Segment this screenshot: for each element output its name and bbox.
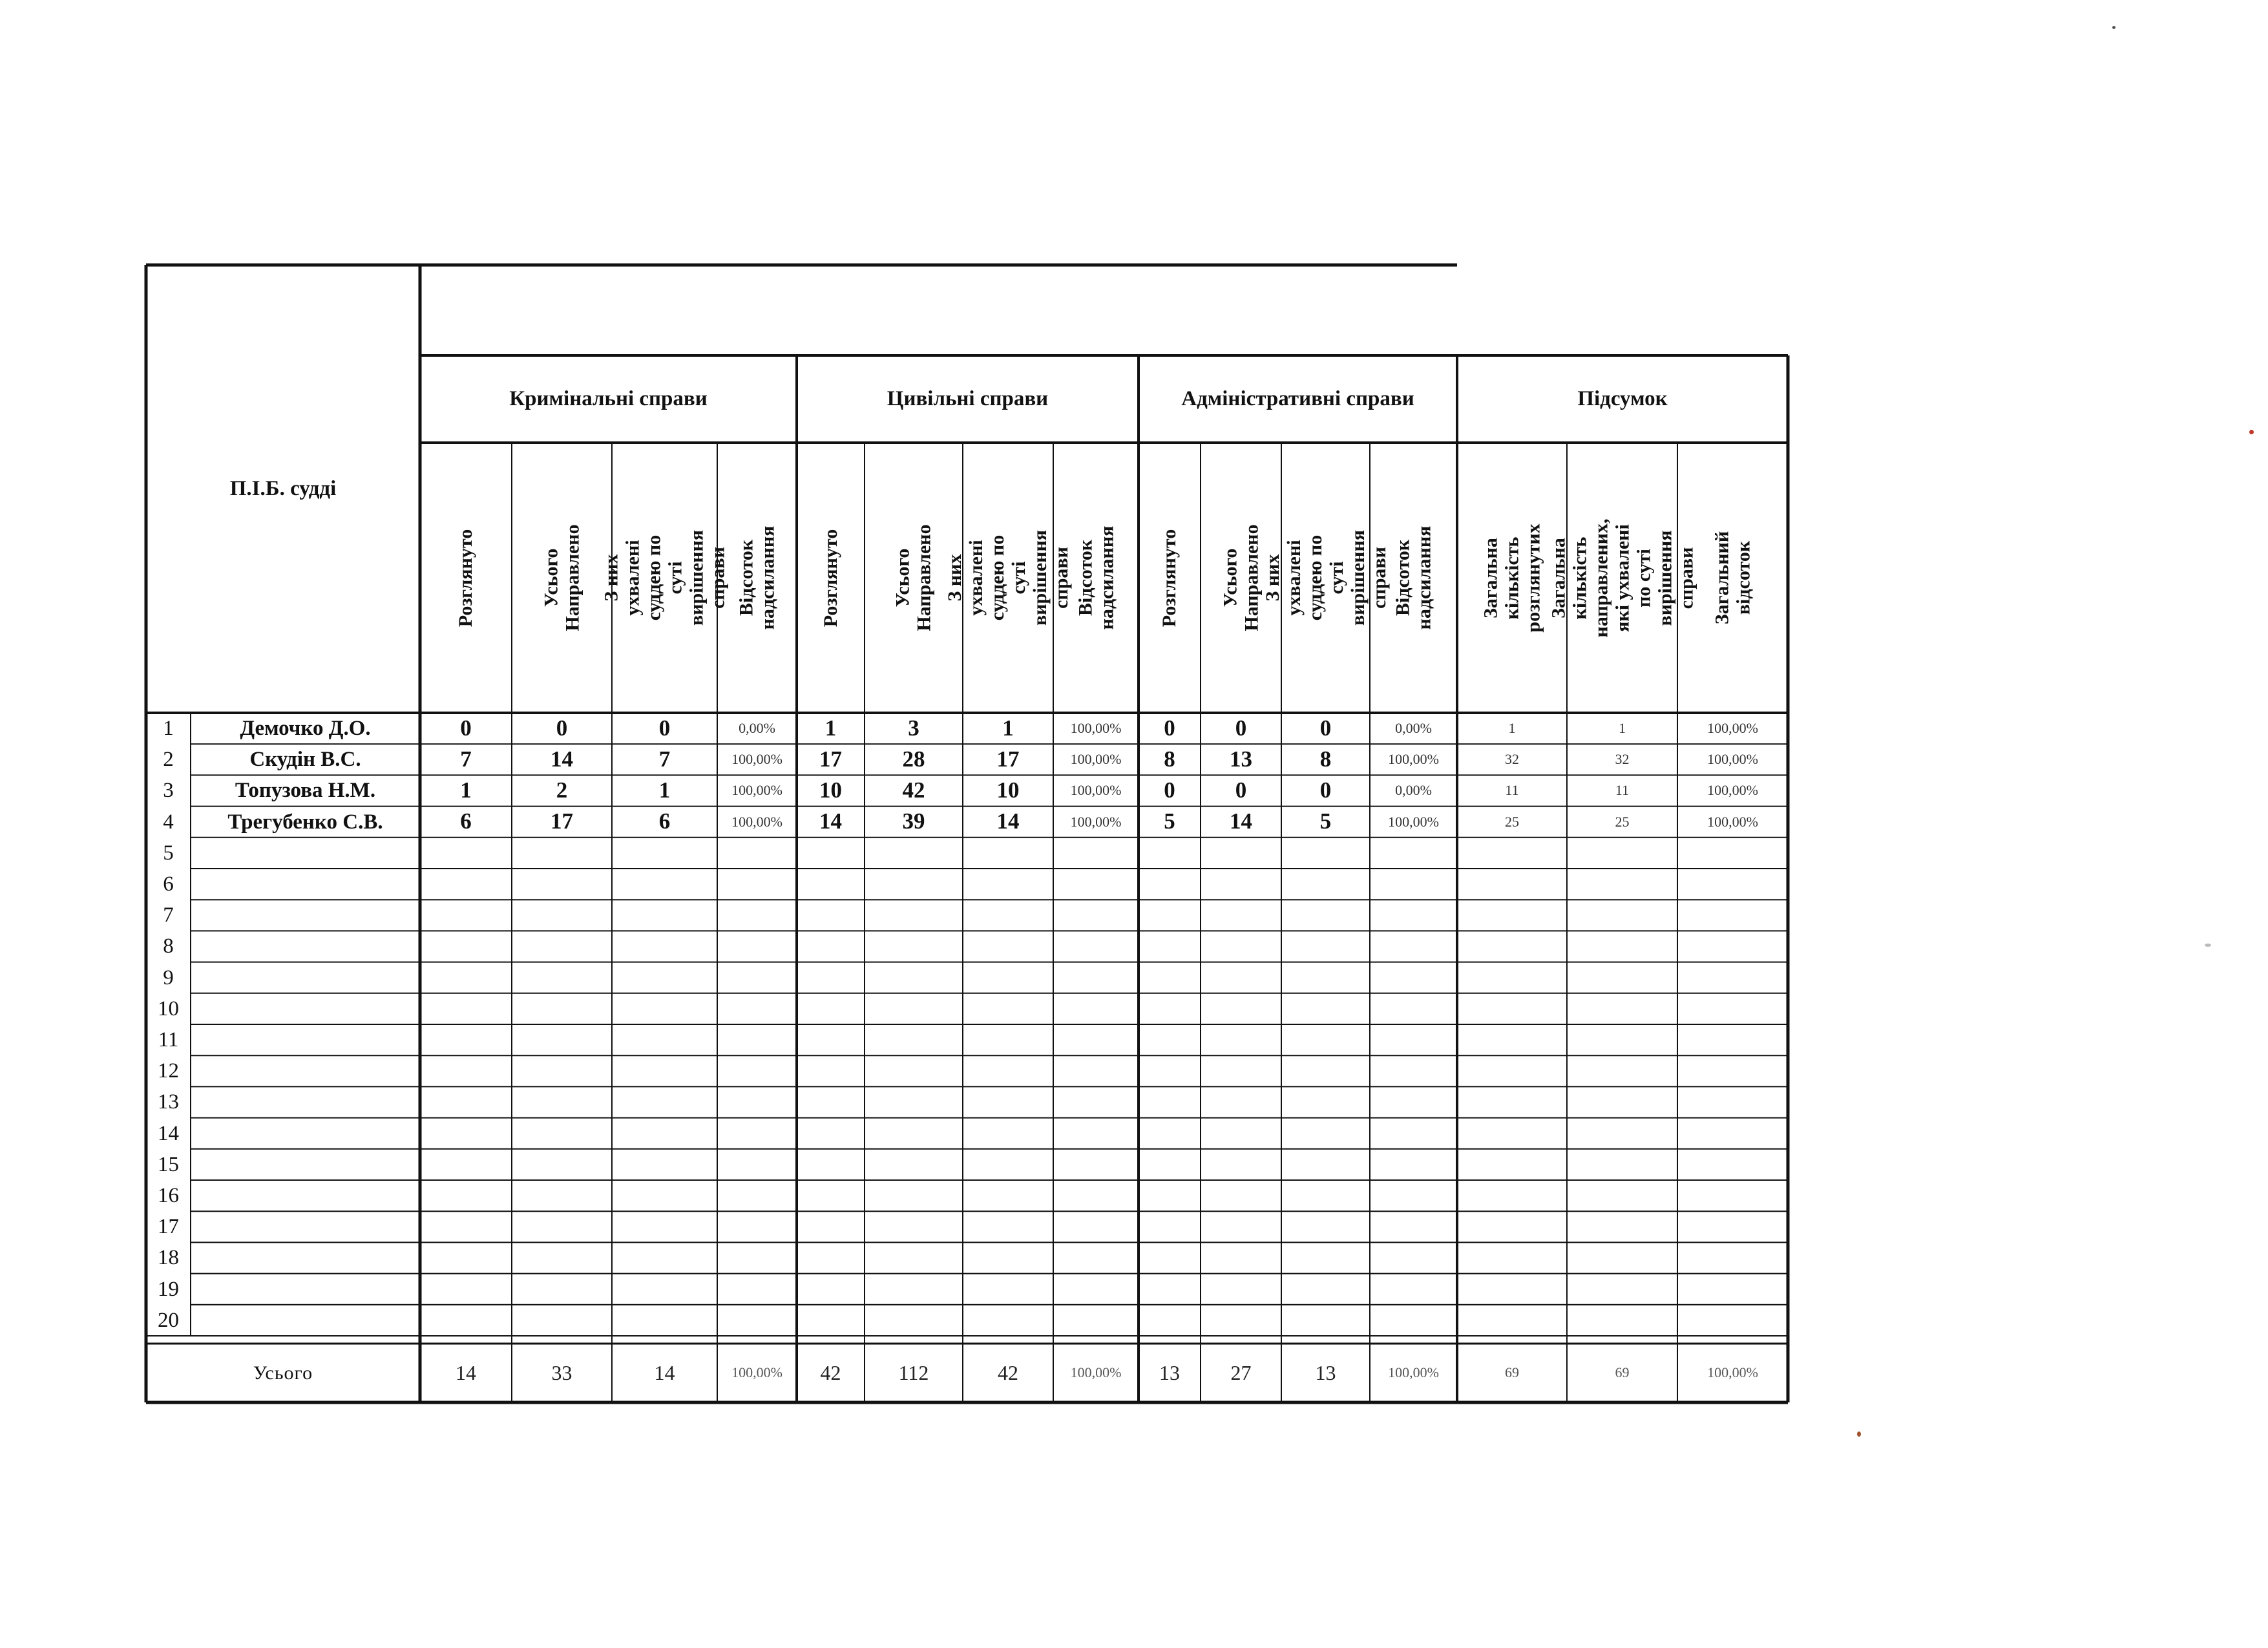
row-number: 18	[158, 1246, 179, 1270]
column-header	[1261, 443, 1390, 713]
column-header	[1548, 443, 1697, 713]
row-number: 17	[158, 1215, 179, 1239]
column-header-text: Відсоток надсилання	[735, 525, 779, 630]
scan-speck	[2205, 944, 2211, 947]
judge-name	[191, 900, 420, 931]
table-cell: 1	[658, 777, 671, 803]
scan-speck	[2249, 430, 2254, 434]
table-cell: 0	[460, 715, 472, 741]
table-cell: 14	[1230, 808, 1252, 834]
row-number: 15	[158, 1152, 179, 1176]
column-header-text: Загальний відсоток	[1711, 531, 1754, 625]
table-cell: 6	[658, 808, 671, 834]
total-cell: 100,00%	[1707, 1364, 1758, 1381]
table-cell: 100,00%	[1070, 751, 1122, 768]
scan-speck	[1857, 1431, 1861, 1437]
table-cell: 7	[460, 746, 472, 772]
column-header	[1370, 443, 1457, 713]
table-cell: 14	[551, 746, 573, 772]
table-cell: 14	[819, 808, 842, 834]
column-header-text: Розглянуто	[455, 529, 477, 627]
total-cell: 13	[1315, 1360, 1336, 1384]
row-number: 8	[163, 935, 174, 958]
column-header	[420, 443, 512, 713]
column-header	[944, 443, 1072, 713]
judge-name	[191, 1149, 420, 1180]
judge-name	[191, 1242, 420, 1273]
column-header	[1139, 443, 1201, 713]
row-number: 16	[158, 1183, 179, 1207]
column-header-text: Усього Направлено	[1219, 524, 1263, 631]
row-number: 1	[163, 716, 174, 740]
row-number: 19	[158, 1277, 179, 1301]
judge-name: Трегубенко С.В.	[227, 810, 383, 834]
table-cell: 0	[556, 715, 568, 741]
row-number: 3	[163, 779, 174, 803]
table-cell: 1	[1508, 720, 1516, 736]
table-cell: 100,00%	[1070, 813, 1122, 830]
total-cell: 42	[820, 1360, 841, 1384]
row-number: 12	[158, 1059, 179, 1083]
row-number: 9	[163, 966, 174, 989]
table-cell: 17	[551, 808, 573, 834]
judge-name	[191, 1305, 420, 1336]
table-cell: 25	[1615, 813, 1630, 830]
judge-name	[191, 1024, 420, 1055]
table-cell: 100,00%	[1707, 782, 1758, 799]
column-header-text: З них ухвалені суддею по суті вирішення справи	[944, 530, 1072, 626]
table-cell: 10	[996, 777, 1020, 803]
column-header-text: Загальна кількість розглянутих	[1480, 523, 1544, 633]
group-header: Адміністративні справи	[1181, 387, 1414, 411]
table-cell: 1	[1002, 715, 1014, 741]
total-cell: 33	[551, 1360, 572, 1384]
table-cell: 5	[1319, 808, 1332, 834]
table-cell: 0,00%	[1395, 720, 1432, 736]
table-cell: 32	[1615, 751, 1630, 768]
column-header-text: З них ухвалені суддею по суті вирішення справи	[600, 530, 729, 626]
column-header-text: Усього Направлено	[892, 524, 936, 631]
total-cell: 100,00%	[1388, 1364, 1439, 1381]
judge-name	[191, 1118, 420, 1149]
row-number: 6	[163, 872, 174, 896]
table-cell: 100,00%	[1707, 720, 1758, 736]
total-cell: 27	[1230, 1360, 1252, 1384]
table-cell: 8	[1164, 746, 1175, 772]
judge-name: Топузова Н.М.	[235, 779, 376, 803]
group-header: Кримінальні справи	[509, 387, 708, 411]
group-header: Підсумок	[1577, 387, 1668, 411]
table-cell: 17	[996, 746, 1020, 772]
row-number: 20	[158, 1308, 179, 1332]
table-cell: 28	[902, 746, 925, 772]
row-number: 10	[158, 997, 179, 1020]
column-header	[717, 443, 797, 713]
table-cell: 1	[460, 777, 472, 803]
judge-name	[191, 962, 420, 993]
judge-name: Скудін В.С.	[249, 748, 361, 772]
total-cell: 100,00%	[1070, 1364, 1122, 1381]
column-header-text: Відсоток надсилання	[1075, 525, 1117, 630]
table-cell: 0	[1235, 777, 1247, 803]
table-cell: 100,00%	[1388, 751, 1439, 768]
total-cell: 13	[1159, 1360, 1180, 1384]
total-label: Усього	[253, 1362, 313, 1384]
group-header: Цивільні справи	[887, 387, 1049, 411]
table-cell: 32	[1505, 751, 1519, 768]
total-cell: 112	[898, 1360, 929, 1384]
table-cell: 25	[1505, 813, 1519, 830]
table-cell: 0	[1164, 777, 1175, 803]
table-cell: 10	[819, 777, 842, 803]
table-cell: 6	[460, 808, 472, 834]
table-cell: 11	[1505, 782, 1519, 799]
row-number: 5	[163, 841, 174, 865]
judge-name	[191, 869, 420, 900]
column-header	[512, 443, 612, 713]
table-cell: 5	[1164, 808, 1175, 834]
table-cell: 0	[1164, 715, 1175, 741]
judge-name	[191, 1274, 420, 1305]
table-cell: 14	[996, 808, 1020, 834]
column-header	[1053, 443, 1139, 713]
row-number: 11	[158, 1028, 179, 1051]
judge-name	[191, 993, 420, 1024]
judge-name	[191, 1180, 420, 1211]
table-cell: 100,00%	[1707, 813, 1758, 830]
row-number: 14	[158, 1121, 179, 1145]
table-cell: 0	[1235, 715, 1247, 741]
table-cell: 100,00%	[1070, 782, 1122, 799]
table-cell: 0,00%	[739, 720, 775, 736]
table-cell: 100,00%	[1707, 751, 1758, 768]
judge-column-header: П.І.Б. судді	[229, 477, 337, 501]
table-cell: 39	[902, 808, 925, 834]
column-header	[1677, 443, 1788, 713]
judge-name	[191, 838, 420, 869]
total-cell: 42	[998, 1360, 1018, 1384]
table-cell: 1	[1619, 720, 1626, 736]
table-cell: 1	[824, 715, 837, 741]
row-number: 2	[163, 748, 174, 772]
row-number: 4	[163, 810, 174, 834]
row-number: 7	[163, 903, 174, 927]
table-cell: 100,00%	[731, 813, 782, 830]
table-cell: 11	[1615, 782, 1630, 799]
column-header-text: Розглянуто	[1159, 529, 1181, 627]
total-cell: 69	[1615, 1364, 1630, 1381]
total-cell: 69	[1505, 1364, 1519, 1381]
judge-name	[191, 1055, 420, 1086]
table-cell: 0,00%	[1395, 782, 1432, 799]
column-header-text: Усього Направлено	[540, 524, 583, 631]
table-cell: 100,00%	[731, 751, 782, 768]
table-cell: 3	[908, 715, 919, 741]
column-header-text: Розглянуто	[820, 529, 842, 627]
table-cell: 0	[1319, 777, 1332, 803]
judge-name	[191, 1086, 420, 1117]
column-header	[797, 443, 865, 713]
table-cell: 100,00%	[731, 782, 782, 799]
table-cell: 2	[556, 777, 568, 803]
scan-speck	[2112, 26, 2116, 29]
column-header-text: З них ухвалені суддею по суті вирішення справи	[1261, 530, 1390, 626]
total-cell: 100,00%	[731, 1364, 782, 1381]
table-cell: 13	[1230, 746, 1252, 772]
table-cell: 42	[902, 777, 925, 803]
total-cell: 14	[654, 1360, 675, 1384]
table-cell: 7	[658, 746, 671, 772]
column-header	[600, 443, 729, 713]
judge-name	[191, 1211, 420, 1242]
table-cell: 8	[1319, 746, 1332, 772]
row-number: 13	[158, 1090, 179, 1114]
judge-name	[191, 931, 420, 962]
table-cell: 0	[658, 715, 671, 741]
column-header-text: Загальна кількість направлених, які ухвалені по суті вирішення справи	[1548, 518, 1697, 637]
table-cell: 17	[819, 746, 842, 772]
table-cell: 100,00%	[1388, 813, 1439, 830]
total-cell: 14	[456, 1360, 476, 1384]
table-cell: 0	[1319, 715, 1332, 741]
table-cell: 100,00%	[1070, 720, 1122, 736]
judge-name: Демочко Д.О.	[240, 716, 371, 740]
column-header-text: Відсоток надсилання	[1392, 525, 1435, 630]
